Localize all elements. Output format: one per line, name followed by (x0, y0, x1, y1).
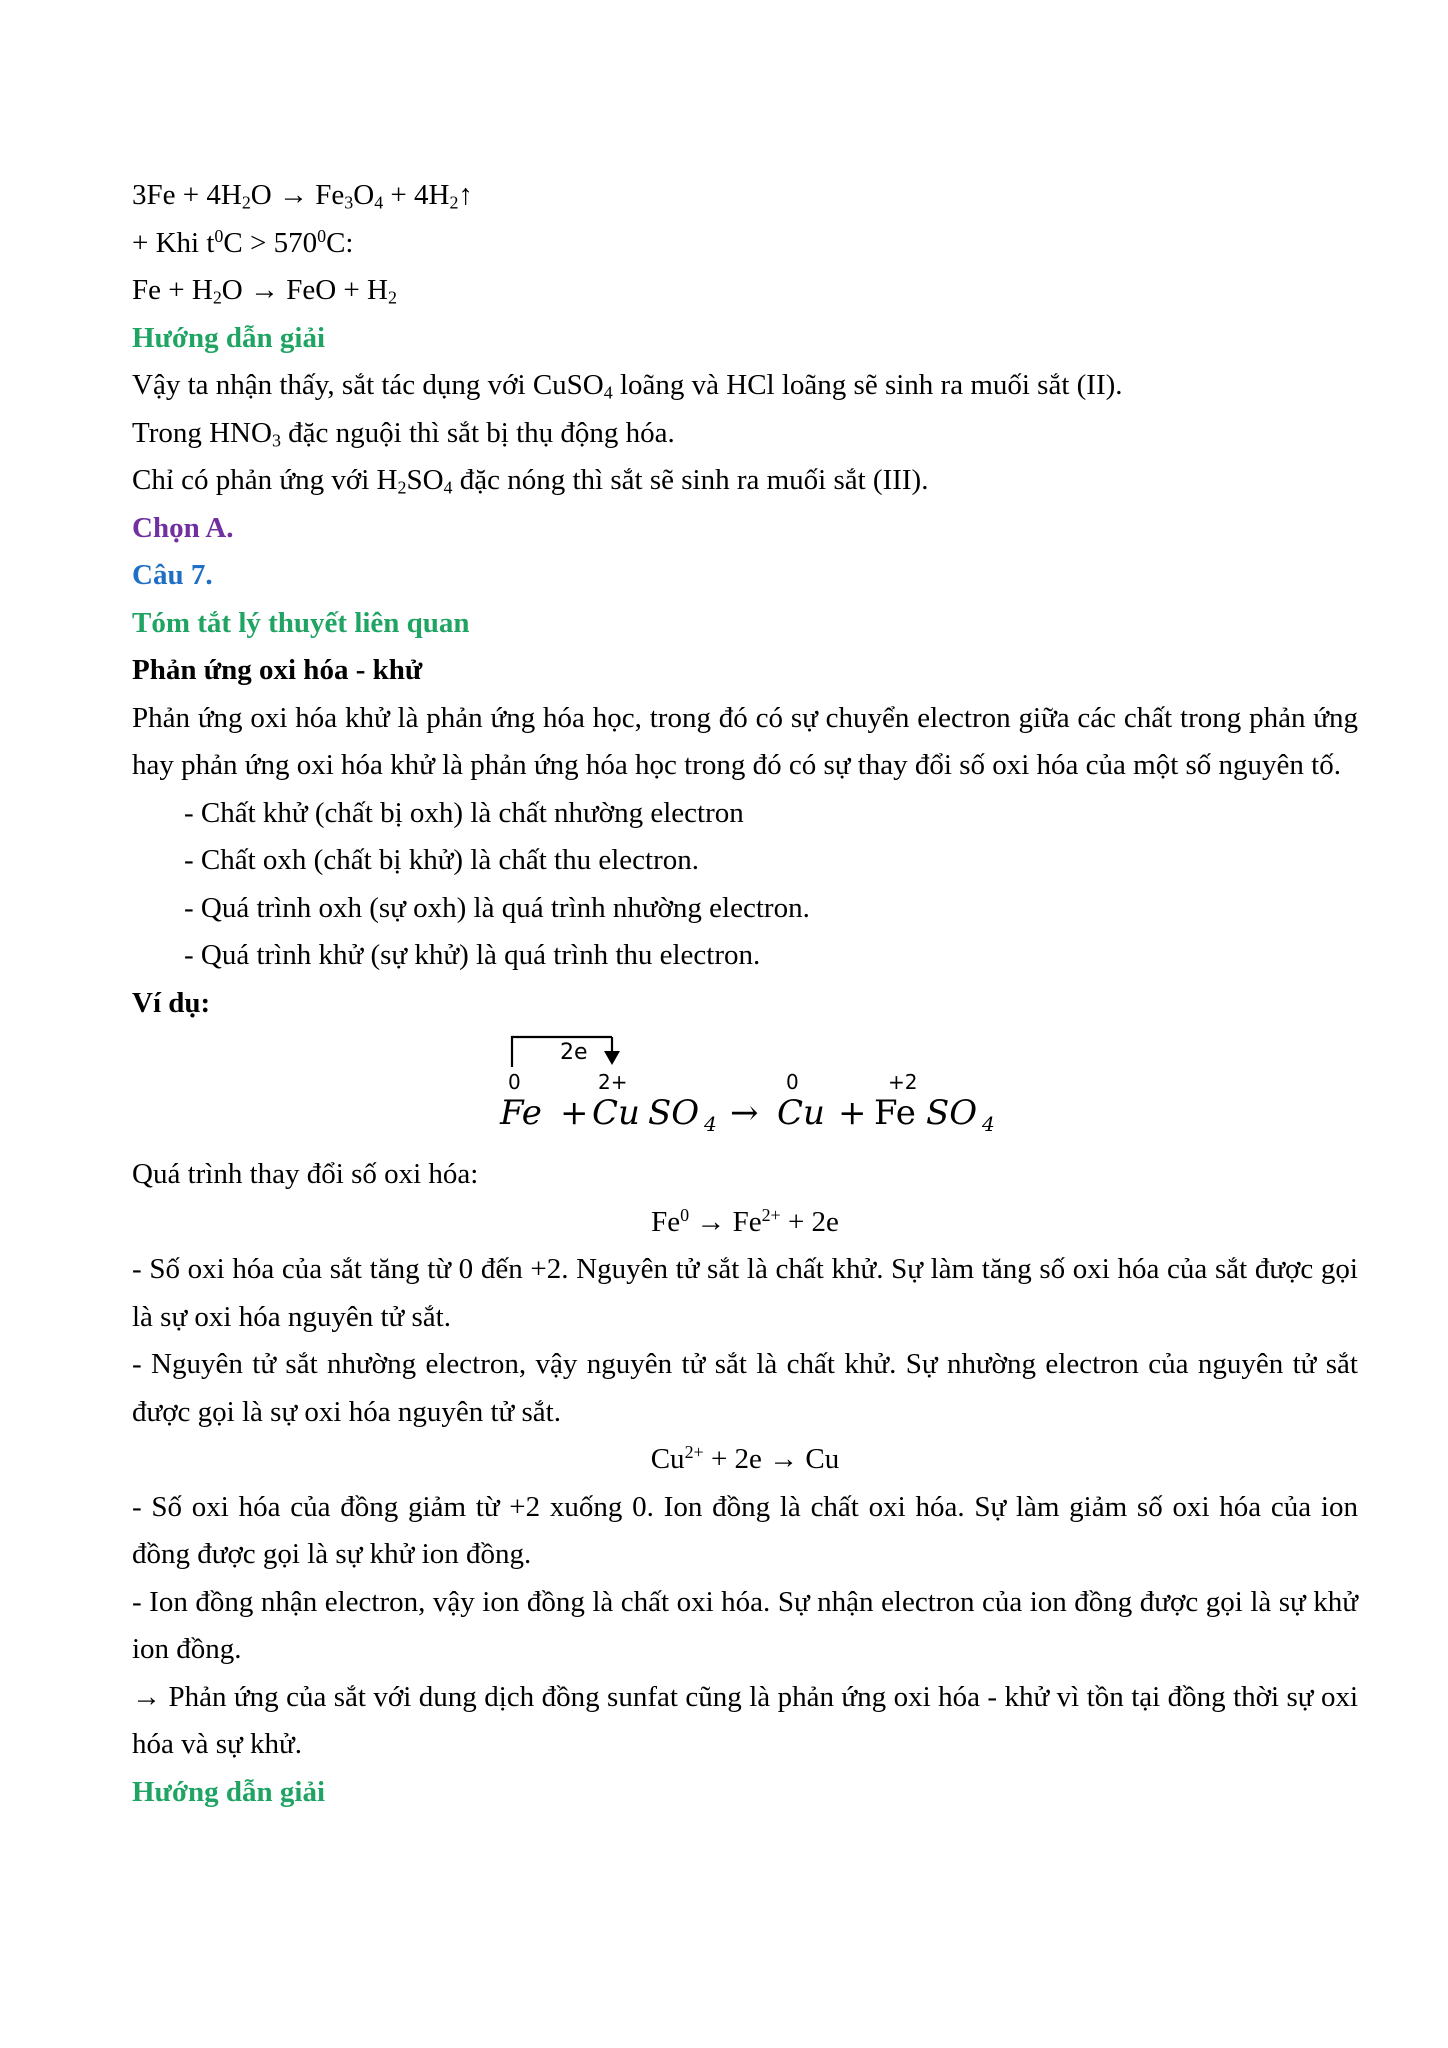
reactant-fe: Fe (500, 1093, 542, 1133)
reactant-so4-subscript: 4 (704, 1112, 717, 1136)
redox-equation-figure (132, 1029, 1358, 1147)
equation-iron-water-low-temp: $3Fe + 4H_2O \to Fe_3O_4$ + $4H_2↑$ (132, 179, 473, 213)
ox-state-cu-product: 0 (786, 1070, 799, 1094)
iron-oxidation-explanation-2: - Nguyên tử sắt nhường electron, vậy nguyên tử sắt là chất khử. Sự nhường electron của nguyên tử sắt được gọi là sự oxi hóa nguyên tử sắt. (132, 1348, 1358, 1428)
solution-heading: Hướng dẫn giải (132, 321, 326, 354)
reactant-cu: Cu (592, 1093, 640, 1133)
product-so4: SO (926, 1093, 978, 1133)
equation-iron-water-high-temp: $Fe + H_2O$ → FeO + $H_2$ (132, 274, 397, 308)
product-cu: Cu (777, 1093, 825, 1133)
paragraph-hno3: Trong $HNO_3$ đặc nguội thì sắt bị thụ động hóa. (132, 416, 675, 450)
iron-oxidation-explanation-1: - Số oxi hóa của sắt tăng từ 0 đến +2. Nguyên tử sắt là chất khử. Sự làm tăng số oxi hóa của sắt được gọi là sự oxi hóa nguyên tử sắt. (132, 1253, 1358, 1333)
question-number: Câu 7. (132, 559, 213, 591)
ox-state-fe: 0 (508, 1070, 521, 1094)
bullet-reducing-agent: - Chất khử (chất bị oxh) là chất nhường electron (184, 796, 744, 829)
redox-definition: Phản ứng oxi hóa khử là phản ứng hóa học, trong đó có sự chuyển electron giữa các chất trong phản ứng hay phản ứng oxi hóa khử là phản ứng hóa học trong đó có sự thay đổi số oxi hóa của một số nguyên tố. (132, 701, 1358, 781)
plus-sign-2: + (838, 1093, 867, 1133)
plus-sign-1: + (560, 1093, 589, 1133)
reaction-arrow: → (730, 1093, 759, 1133)
oxidation-change-label: Quá trình thay đổi số oxi hóa: (132, 1158, 479, 1190)
ox-state-fe-product: +2 (888, 1070, 918, 1094)
half-reaction-iron: $Fe^0 \to Fe^{2+} + 2e$ (651, 1204, 839, 1238)
example-label: Ví dụ: (132, 986, 211, 1019)
copper-reduction-explanation-2: - Ion đồng nhận electron, vậy ion đồng là chất oxi hóa. Sự nhận electron của ion đồng được gọi là sự khử ion đồng. (132, 1585, 1358, 1665)
answer-choice: Chọn A. (132, 511, 234, 544)
solution-heading-2: Hướng dẫn giải (132, 1775, 326, 1808)
paragraph-cuso4-hcl: Vậy ta nhận thấy, sắt tác dụng với CuSO$_4$ loãng và HCl loãng sẽ sinh ra muối sắt (II). (132, 369, 1123, 403)
electron-count-label: 2e (560, 1040, 588, 1065)
half-reaction-copper: $Cu^{2+} + 2e \to Cu$ (650, 1442, 840, 1475)
product-so4-subscript: 4 (982, 1112, 995, 1136)
theory-summary-heading: Tóm tắt lý thuyết liên quan (132, 606, 470, 639)
transfer-arrowhead (604, 1051, 620, 1065)
topic-heading: Phản ứng oxi hóa - khử (132, 654, 423, 686)
paragraph-h2so4: Chỉ có phản ứng với $H_2SO_4$ đặc nóng thì sắt sẽ sinh ra muối sắt (III). (132, 464, 929, 498)
document-page (132, 172, 1358, 1816)
bullet-reduction-process: - Quá trình khử (sự khử) là quá trình thu electron. (184, 939, 761, 971)
ox-state-cu-ion: 2+ (598, 1070, 628, 1094)
conclusion-paragraph: → Phản ứng của sắt với dung dịch đồng sunfat cũng là phản ứng oxi hóa - khử vì tồn tại đồng thời sự oxi hóa và sự khử. (132, 1680, 1358, 1760)
copper-reduction-explanation-1: - Số oxi hóa của đồng giảm từ +2 xuống 0. Ion đồng là chất oxi hóa. Sự làm giảm số oxi hóa của ion đồng được gọi là sự khử ion đồng. (132, 1490, 1358, 1570)
reactant-so4: SO (648, 1093, 700, 1133)
product-fe: Fe (874, 1093, 916, 1133)
temperature-condition: + Khi $t^0C > 570^0C$: (132, 225, 354, 259)
electron-transfer-diagram (492, 1029, 1012, 1147)
bullet-oxidation-process: - Quá trình oxh (sự oxh) là quá trình nhường electron. (184, 891, 810, 924)
bullet-oxidizing-agent: - Chất oxh (chất bị khử) là chất thu electron. (184, 844, 699, 876)
